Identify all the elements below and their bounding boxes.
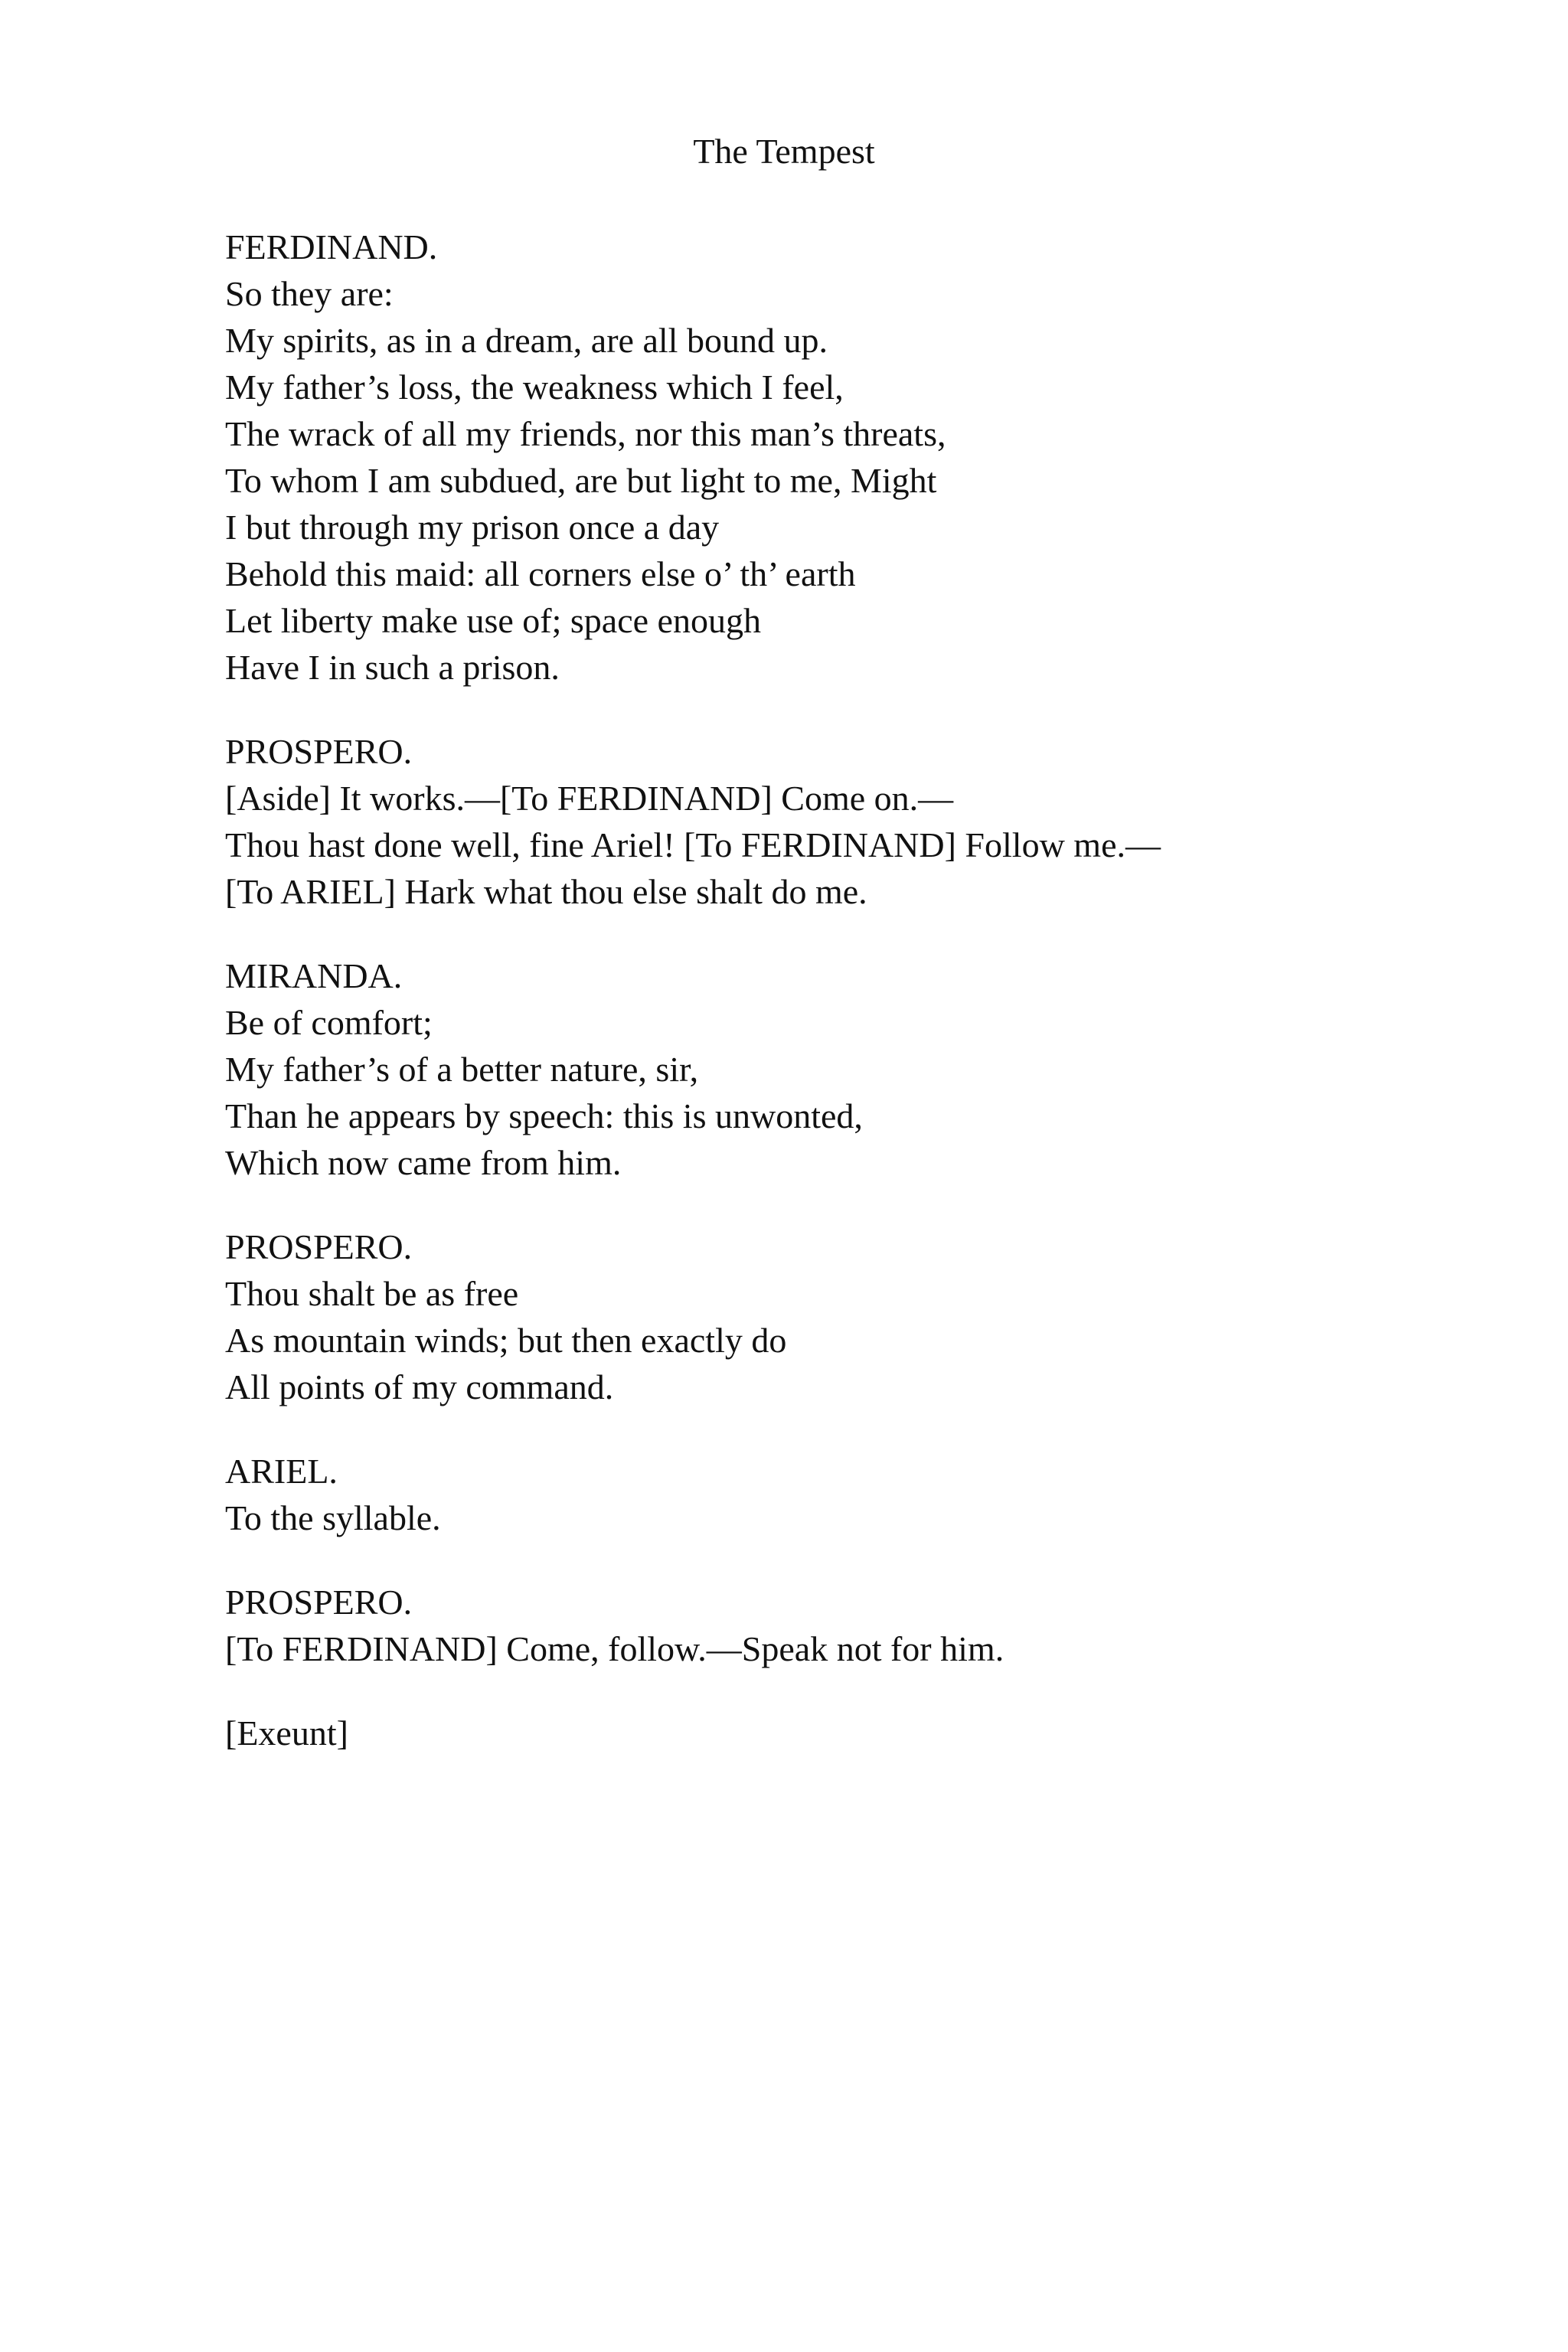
speaker-name: FERDINAND. (225, 227, 438, 266)
verse-line: Than he appears by speech: this is unwonted, (225, 1096, 863, 1135)
verse-line: The wrack of all my friends, nor this man’s threats, (225, 414, 946, 453)
verse-line: All points of my command. (225, 1367, 614, 1406)
verse-line: My father’s loss, the weakness which I feel, (225, 368, 844, 407)
speaker-name: PROSPERO. (225, 732, 413, 771)
verse-line: [To FERDINAND] Come, follow.—Speak not for him. (225, 1629, 1004, 1668)
script-body (225, 224, 1527, 1756)
verse-line: Behold this maid: all corners else o’ th’ earth (225, 554, 856, 593)
verse-line: [Aside] It works.—[To FERDINAND] Come on.— (225, 779, 954, 818)
speaker-name: PROSPERO. (225, 1227, 413, 1266)
speech-ariel (225, 1448, 1527, 1541)
verse-line: Which now came from him. (225, 1143, 622, 1182)
verse-line: [To ARIEL] Hark what thou else shalt do me. (225, 872, 867, 911)
verse-line: My spirits, as in a dream, are all bound up. (225, 321, 828, 360)
speech-ferdinand (225, 224, 1527, 691)
verse-line: I but through my prison once a day (225, 508, 720, 547)
page-title: The Tempest (693, 132, 875, 171)
speaker-name: MIRANDA. (225, 956, 403, 995)
speaker-name: PROSPERO. (225, 1583, 413, 1622)
speech-miranda (225, 952, 1527, 1186)
verse-line: Thou shalt be as free (225, 1274, 519, 1313)
verse-line: Thou hast done well, fine Ariel! [To FERDINAND] Follow me.— (225, 825, 1161, 864)
speech-prospero (225, 1579, 1527, 1672)
speech-prospero (225, 1223, 1527, 1410)
verse-line: So they are: (225, 274, 394, 313)
verse-line: Be of comfort; (225, 1003, 433, 1042)
speech-prospero (225, 728, 1527, 915)
stage-direction: [Exeunt] (225, 1713, 348, 1753)
verse-line: To the syllable. (225, 1498, 441, 1537)
speaker-name: ARIEL. (225, 1452, 338, 1491)
verse-line: Have I in such a prison. (225, 648, 560, 687)
verse-line: As mountain winds; but then exactly do (225, 1321, 787, 1360)
verse-line: My father’s of a better nature, sir, (225, 1050, 699, 1089)
verse-line: To whom I am subdued, are but light to me, Might (225, 461, 937, 500)
verse-line: Let liberty make use of; space enough (225, 601, 761, 640)
